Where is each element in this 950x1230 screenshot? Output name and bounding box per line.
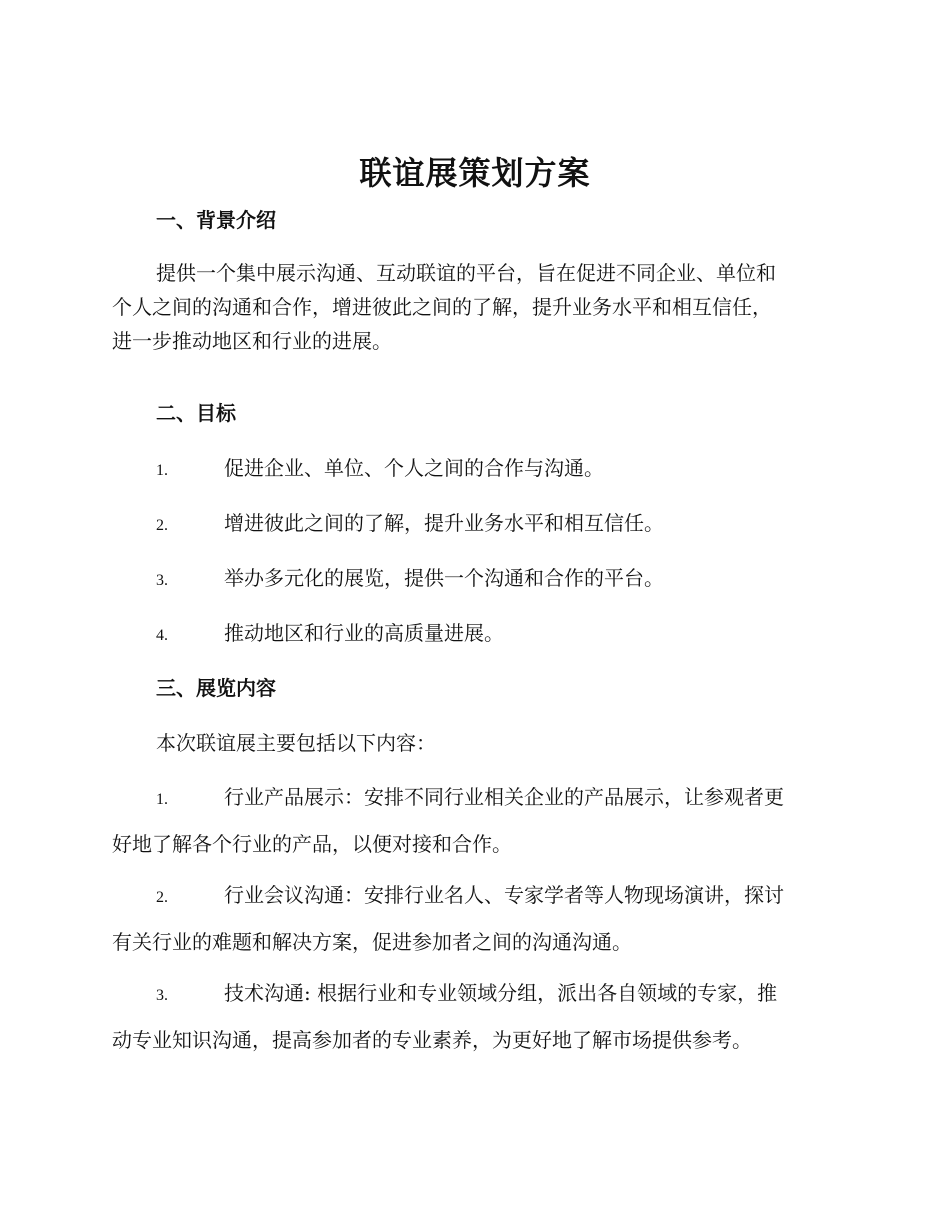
paragraph-line: 提供一个集中展示沟通、互动联谊的平台，旨在促进不同企业、单位和 <box>156 261 776 285</box>
background-paragraph <box>112 256 842 358</box>
section-heading-goals: 二、目标 <box>156 401 236 425</box>
list-item-text: 举办多元化的展览，提供一个沟通和合作的平台。 <box>224 566 664 590</box>
content-intro: 本次联谊展主要包括以下内容： <box>156 731 436 755</box>
content-item <box>112 775 842 866</box>
list-item-text: 行业产品展示：安排不同行业相关企业的产品展示，让参观者更 <box>224 785 784 809</box>
list-item-text: 增进彼此之间的了解，提升业务水平和相互信任。 <box>224 511 664 535</box>
list-item-text: 推动地区和行业的高质量进展。 <box>224 621 504 645</box>
list-number: 2. <box>156 517 168 534</box>
list-item-continuation: 有关行业的难题和解决方案，促进参加者之间的沟通沟通。 <box>112 930 632 954</box>
document-title: 联谊展策划方案 <box>359 154 591 192</box>
list-number: 3. <box>156 572 168 589</box>
list-item-text: 促进企业、单位、个人之间的合作与沟通。 <box>224 456 604 480</box>
paragraph-line: 进一步推动地区和行业的进展。 <box>112 329 392 353</box>
content-item <box>112 971 842 1062</box>
list-item-continuation: 动专业知识沟通，提高参加者的专业素养，为更好地了解市场提供参考。 <box>112 1028 752 1052</box>
goal-item <box>156 453 604 486</box>
content-item <box>112 873 842 964</box>
list-number: 4. <box>156 627 168 644</box>
list-number: 3. <box>156 987 168 1004</box>
list-item-text: 行业会议沟通：安排行业名人、专家学者等人物现场演讲，探讨 <box>224 883 784 907</box>
list-number: 1. <box>156 791 168 808</box>
goal-item <box>156 563 664 596</box>
list-number: 1. <box>156 462 168 479</box>
section-heading-background: 一、背景介绍 <box>156 208 276 232</box>
list-item-continuation: 好地了解各个行业的产品，以便对接和合作。 <box>112 832 512 856</box>
section-heading-content: 三、展览内容 <box>156 676 276 700</box>
goal-item <box>156 618 504 651</box>
goal-item <box>156 508 664 541</box>
paragraph-line: 个人之间的沟通和合作，增进彼此之间的了解，提升业务水平和相互信任， <box>112 295 772 319</box>
list-item-text: 技术沟通: 根据行业和专业领域分组，派出各自领域的专家，推 <box>224 981 778 1005</box>
list-number: 2. <box>156 889 168 906</box>
